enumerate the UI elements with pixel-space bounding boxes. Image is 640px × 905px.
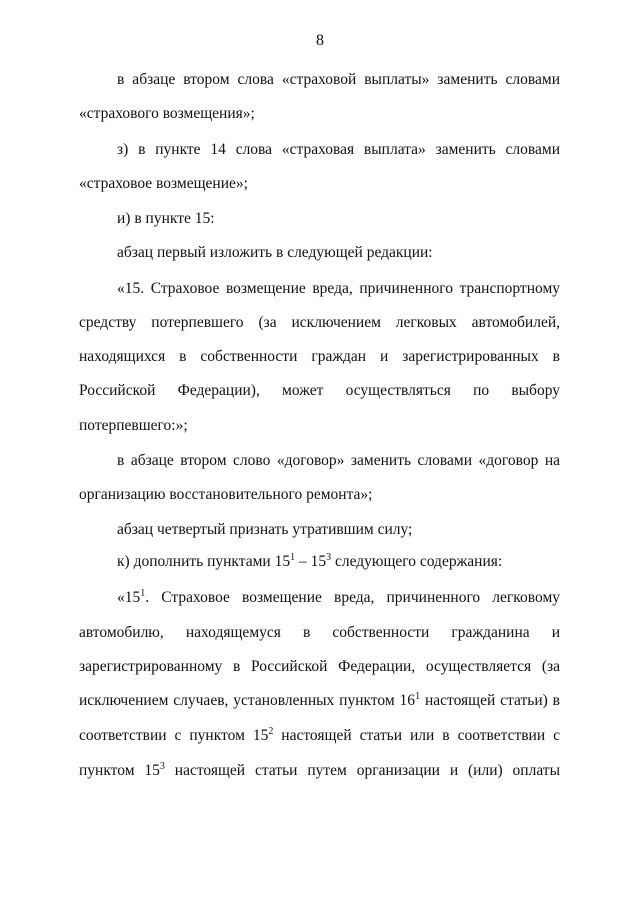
superscript: 1 bbox=[140, 588, 146, 599]
text-span: «15 bbox=[117, 589, 141, 606]
text-line: абзац четвертый признать утратившим силу; bbox=[117, 521, 413, 538]
superscript: 1 bbox=[415, 691, 421, 702]
text-span: соответствии с пунктом 15 bbox=[79, 727, 269, 744]
text-line bbox=[79, 726, 560, 746]
text-line: «страхового возмещения»; bbox=[79, 105, 255, 122]
text-line: Российской Федерации), может осуществляться по выбору bbox=[79, 382, 560, 399]
superscript: 2 bbox=[268, 726, 274, 737]
text-span: настоящей статьи) в bbox=[420, 692, 560, 709]
page-number: 8 bbox=[316, 32, 324, 49]
text-line bbox=[79, 691, 560, 711]
text-line: находящихся в собственности граждан и зарегистрированных в bbox=[79, 348, 560, 365]
text-line: в абзаце втором слова «страховой выплаты» заменить словами bbox=[117, 71, 560, 88]
text-line: абзац первый изложить в следующей редакции: bbox=[117, 244, 433, 261]
text-span: . Страховое возмещение вреда, причиненного легковому bbox=[145, 589, 560, 606]
text-span: – 15 bbox=[295, 553, 327, 570]
text-span: настоящей статьи путем организации и (или) оплаты bbox=[164, 762, 560, 779]
text-span: к) дополнить пунктами 15 bbox=[117, 553, 291, 570]
superscript: 3 bbox=[326, 552, 332, 563]
text-line: средству потерпевшего (за исключением легковых автомобилей, bbox=[79, 314, 560, 331]
text-line bbox=[117, 552, 560, 572]
text-line: з) в пункте 14 слова «страховая выплата» заменить словами bbox=[117, 141, 560, 158]
text-line: «страховое возмещение»; bbox=[79, 175, 248, 192]
text-span: исключением случаев, установленных пунктом 16 bbox=[79, 692, 416, 709]
text-span: пунктом 15 bbox=[79, 762, 160, 779]
text-line: в абзаце втором слово «договор» заменить словами «договор на bbox=[117, 452, 560, 469]
text-span: следующего содержания: bbox=[331, 553, 503, 570]
superscript: 1 bbox=[290, 552, 296, 563]
text-line: потерпевшего:»; bbox=[79, 417, 188, 434]
text-line: организацию восстановительного ремонта»; bbox=[79, 486, 373, 503]
text-line bbox=[79, 761, 560, 781]
superscript: 3 bbox=[159, 761, 165, 772]
text-line: автомобилю, находящемуся в собственности гражданина и bbox=[79, 624, 560, 641]
text-line bbox=[117, 588, 560, 608]
text-line: «15. Страховое возмещение вреда, причиненного транспортному bbox=[117, 280, 560, 297]
text-span: настоящей статьи или в соответствии с bbox=[273, 727, 560, 744]
text-line: зарегистрированному в Российской Федерации, осуществляется (за bbox=[79, 658, 560, 675]
text-line: и) в пункте 15: bbox=[117, 210, 215, 227]
